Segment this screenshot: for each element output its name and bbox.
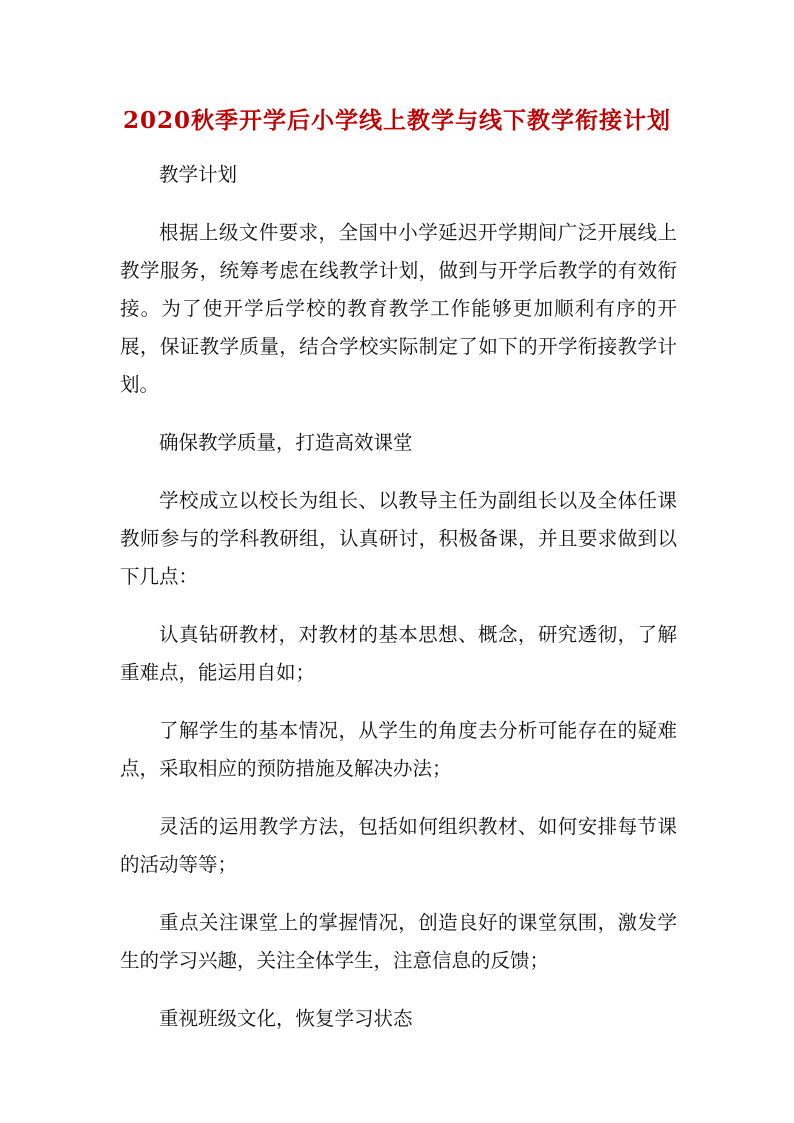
paragraph-point-4: 重点关注课堂上的掌握情况，创造良好的课堂氛围，激发学生的学习兴趣，关注全体学生，注意信息的反馈； xyxy=(120,911,677,972)
paragraph-point-2: 了解学生的基本情况，从学生的角度去分析可能存在的疑难点，采取相应的预防措施及解决办法； xyxy=(120,719,677,780)
paragraph-class-culture: 重视班级文化，恢复学习状态 xyxy=(159,1007,413,1030)
document-body xyxy=(120,156,677,1058)
paragraph-point-3: 灵活的运用教学方法，包括如何组织教材、如何安排每节课的活动等等； xyxy=(120,815,677,876)
paragraph-point-1: 认真钻研教材，对教材的基本思想、概念，研究透彻，了解重难点，能运用自如； xyxy=(120,623,677,684)
paragraph-subheading: 确保教学质量，打造高效课堂 xyxy=(159,431,413,454)
paragraph-section-heading: 教学计划 xyxy=(159,163,238,186)
paragraph-intro: 根据上级文件要求，全国中小学延迟开学期间广泛开展线上教学服务，统筹考虑在线教学计划，做到与开学后教学的有效衔接。为了使开学后学校的教育教学工作能够更加顺利有序的开展，保证教学质量，结合学校实际制定了如下的开学衔接教学计划。 xyxy=(120,221,677,396)
paragraph-teaching-group: 学校成立以校长为组长、以教导主任为副组长以及全体任课教师参与的学科教研组，认真研讨，积极备课，并且要求做到以下几点： xyxy=(120,489,677,588)
document-title: 2020秋季开学后小学线上教学与线下教学衔接计划 xyxy=(122,107,671,134)
